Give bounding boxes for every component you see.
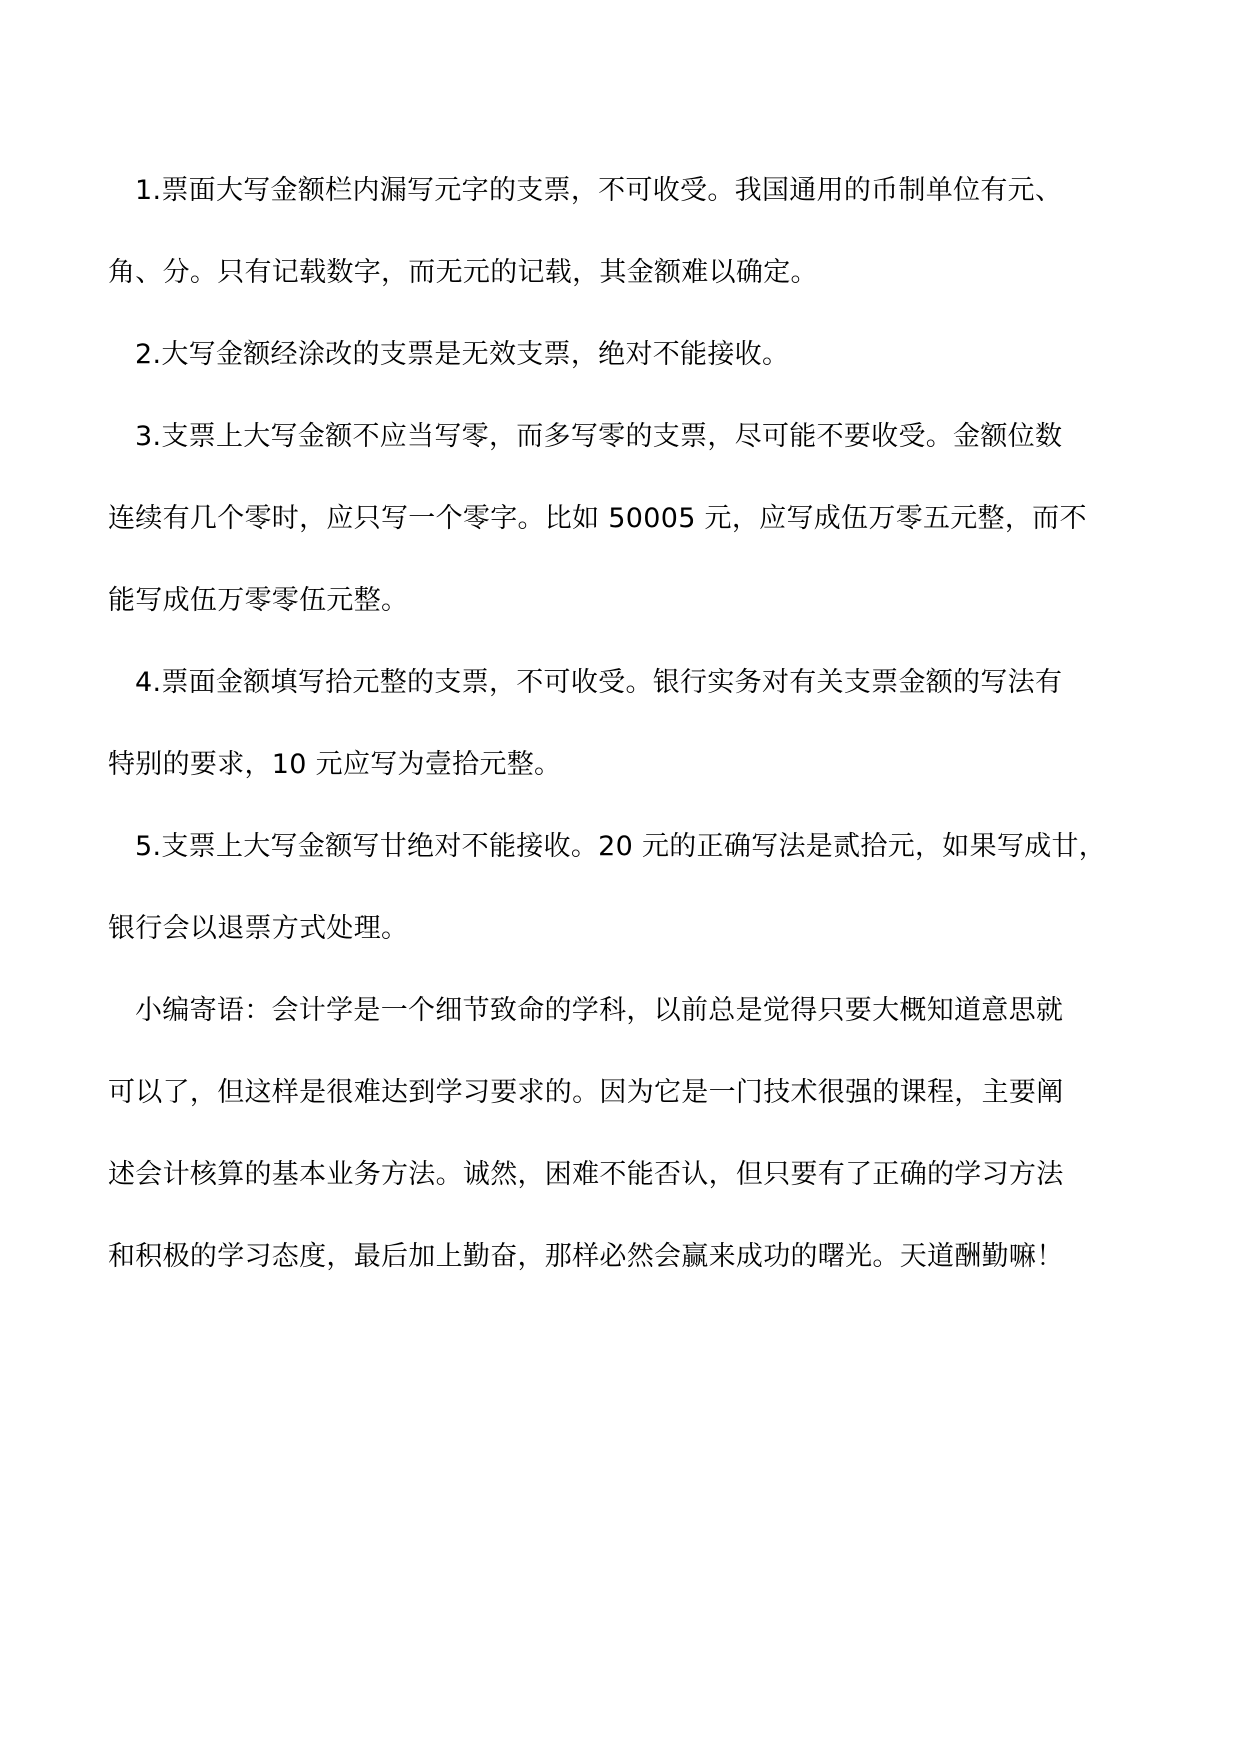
text-line: 4.票面金额填写拾元整的支票，不可收受。银行实务对有关支票金额的写法有 [135, 667, 1063, 698]
text-line: 角、分。只有记载数字，而无元的记载，其金额难以确定。 [108, 257, 818, 288]
text-line: 5.支票上大写金额写廿绝对不能接收。20 元的正确写法是贰拾元，如果写成廿， [135, 831, 1107, 862]
text-line: 1.票面大写金额栏内漏写元字的支票，不可收受。我国通用的币制单位有元、 [135, 175, 1063, 206]
paragraph-5 [108, 806, 1138, 970]
paragraph-editor-note [108, 970, 1138, 1298]
text-line: 能写成伍万零零伍元整。 [108, 585, 409, 616]
text-line: 小编寄语：会计学是一个细节致命的学科，以前总是觉得只要大概知道意思就 [135, 995, 1064, 1026]
text-line: 可以了，但这样是很难达到学习要求的。因为它是一门技术很强的课程，主要阐 [108, 1077, 1064, 1108]
paragraph-4 [108, 642, 1138, 806]
text-line: 2.大写金额经涂改的支票是无效支票，绝对不能接收。 [135, 339, 790, 370]
paragraph-2 [108, 314, 1138, 396]
text-line: 特别的要求，10 元应写为壹拾元整。 [108, 749, 562, 780]
paragraph-3 [108, 396, 1138, 642]
text-line: 连续有几个零时，应只写一个零字。比如 50005 元，应写成伍万零五元整，而不 [108, 503, 1087, 534]
text-line: 述会计核算的基本业务方法。诚然，困难不能否认，但只要有了正确的学习方法 [108, 1159, 1064, 1190]
paragraph-1 [108, 150, 1138, 314]
document-body [108, 150, 1138, 1298]
text-line: 和积极的学习态度，最后加上勤奋，那样必然会赢来成功的曙光。天道酬勤嘛！ [108, 1241, 1064, 1272]
text-line: 3.支票上大写金额不应当写零，而多写零的支票，尽可能不要收受。金额位数 [135, 421, 1063, 452]
text-line: 银行会以退票方式处理。 [108, 913, 409, 944]
